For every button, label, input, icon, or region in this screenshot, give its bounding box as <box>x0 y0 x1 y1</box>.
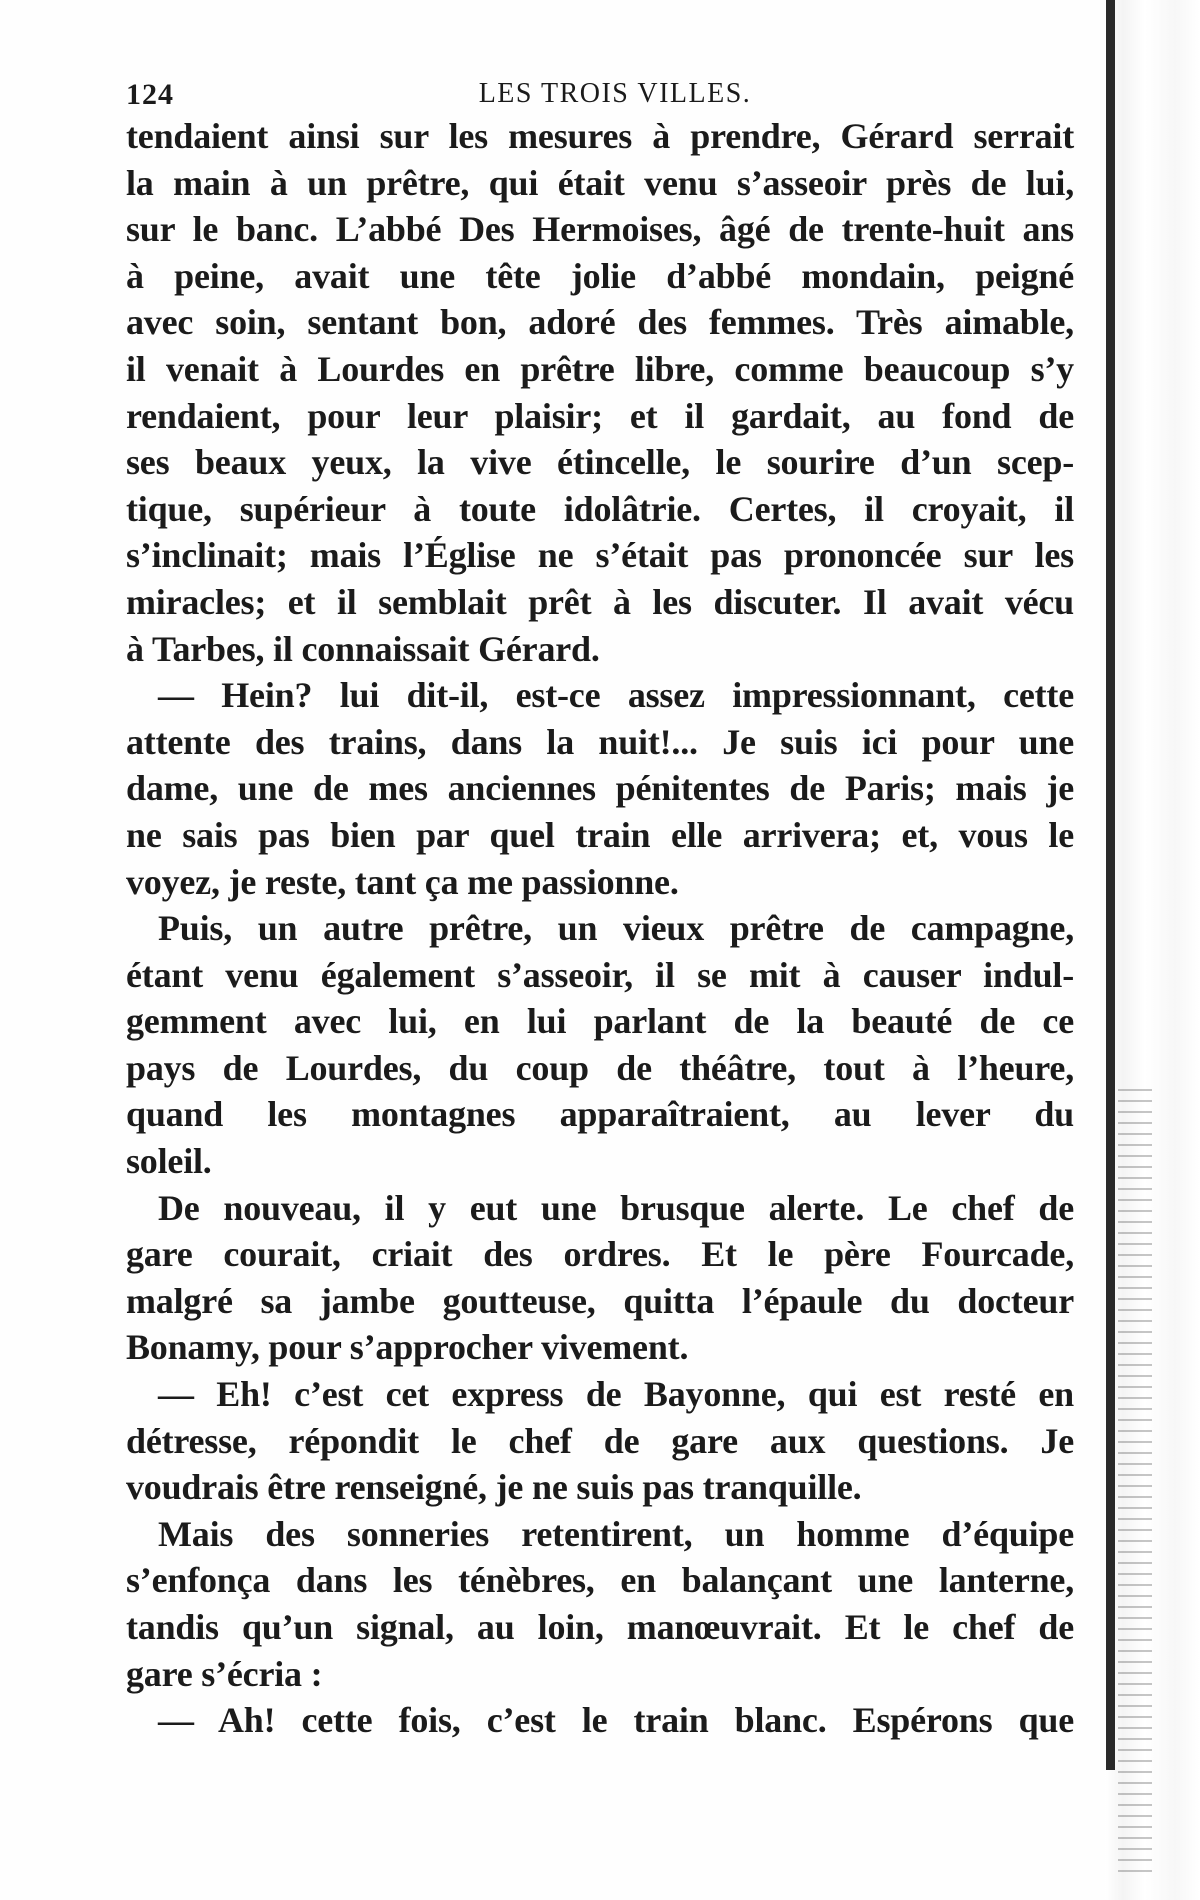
text-line: — Eh! c’est cet express de Bayonne, qui est resté en <box>158 1374 1074 1415</box>
text-line: ne sais pas bien par quel train elle arrivera; et, vous le <box>126 814 1074 855</box>
text-line: à Tarbes, il connaissait Gérard. <box>126 628 600 669</box>
text-line: — Hein? lui dit-il, est-ce assez impressionnant, cette <box>158 675 1074 716</box>
text-line: gare courait, criait des ordres. Et le père Fourcade, <box>126 1234 1074 1275</box>
text-line: — Ah! cette fois, c’est le train blanc. Espérons que <box>158 1700 1074 1741</box>
text-line: la main à un prêtre, qui était venu s’asseoir près de lui, <box>126 162 1074 203</box>
text-line: tendaient ainsi sur les mesures à prendre, Gérard serrait <box>126 116 1074 156</box>
page-header <box>126 78 1074 114</box>
body-text <box>126 113 1074 1744</box>
binding-specks <box>1118 1080 1152 1880</box>
text-line: attente des trains, dans la nuit!... Je suis ici pour une <box>126 721 1074 762</box>
text-line: Mais des sonneries retentirent, un homme d’équipe <box>158 1513 1074 1554</box>
text-line: De nouveau, il y eut une brusque alerte. Le chef de <box>158 1187 1074 1228</box>
text-line: miracles; et il semblait prêt à les discuter. Il avait vécu <box>126 581 1074 622</box>
running-title: LES TROIS VILLES. <box>478 78 752 109</box>
text-line: Puis, un autre prêtre, un vieux prêtre de campagne, <box>158 908 1074 949</box>
text-line: pays de Lourdes, du coup de théâtre, tout à l’heure, <box>126 1047 1074 1088</box>
text-line: Bonamy, pour s’approcher vivement. <box>126 1327 689 1368</box>
text-line: il venait à Lourdes en prêtre libre, comme beaucoup s’y <box>126 348 1074 389</box>
binding-shadow-line <box>1106 0 1115 1770</box>
text-line: à peine, avait une tête jolie d’abbé mondain, peigné <box>126 255 1074 296</box>
text-line: avec soin, sentant bon, adoré des femmes. Très aimable, <box>126 302 1074 343</box>
text-line: voyez, je reste, tant ça me passionne. <box>126 861 679 902</box>
text-line: soleil. <box>126 1141 212 1182</box>
text-line: tique, supérieur à toute idolâtrie. Certes, il croyait, il <box>126 488 1074 529</box>
text-line: gare s’écria : <box>126 1653 323 1694</box>
text-line: gemment avec lui, en lui parlant de la beauté de ce <box>126 1001 1074 1042</box>
text-line: rendaient, pour leur plaisir; et il gardait, au fond de <box>126 395 1074 436</box>
page-number: 124 <box>126 78 174 111</box>
text-line: sur le banc. L’abbé Des Hermoises, âgé de trente-huit ans <box>126 209 1074 250</box>
text-line: ses beaux yeux, la vive étincelle, le sourire d’un scep- <box>126 442 1074 483</box>
text-line: voudrais être renseigné, je ne suis pas tranquille. <box>126 1467 862 1508</box>
text-line: dame, une de mes anciennes pénitentes de Paris; mais je <box>126 768 1074 809</box>
text-line: quand les montagnes apparaîtraient, au lever du <box>126 1094 1074 1135</box>
text-line: malgré sa jambe goutteuse, quitta l’épaule du docteur <box>126 1280 1074 1321</box>
text-line: tandis qu’un signal, au loin, manœuvrait. Et le chef de <box>126 1607 1074 1647</box>
text-line: étant venu également s’asseoir, il se mit à causer indul- <box>126 954 1074 995</box>
text-line: s’inclinait; mais l’Église ne s’était pas prononcée sur les <box>126 535 1074 576</box>
text-line: s’enfonça dans les ténèbres, en balançant une lanterne, <box>126 1560 1074 1601</box>
text-line: détresse, répondit le chef de gare aux questions. Je <box>126 1420 1074 1461</box>
